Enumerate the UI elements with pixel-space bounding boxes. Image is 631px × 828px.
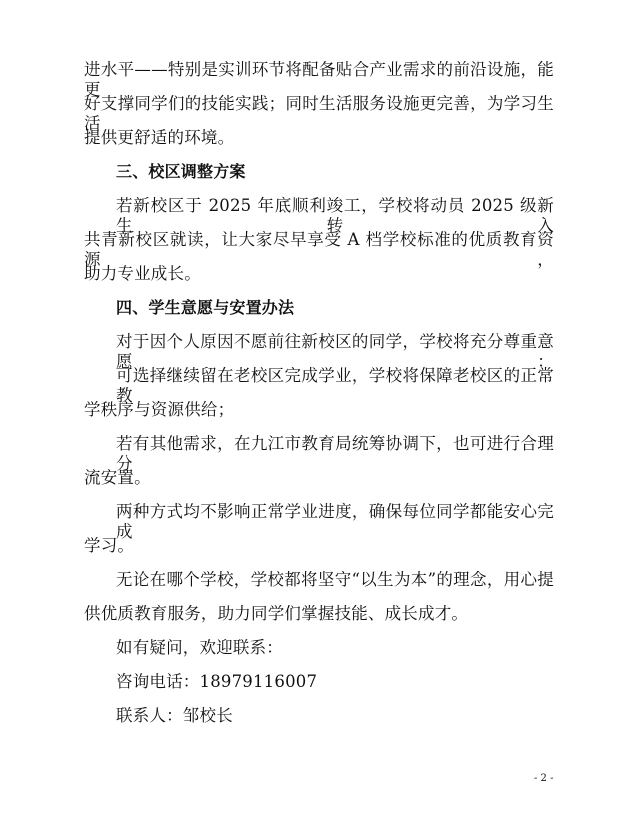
paragraph-line: 好支撑同学们的技能实践；同时生活服务设施更完善，为学习生活	[84, 94, 554, 133]
section-heading: 三、校区调整方案	[116, 162, 246, 181]
paragraph-line: 共青新校区就读，让大家尽早享受 A 档学校标准的优质教育资源，	[84, 230, 554, 269]
paragraph-line: 对于因个人原因不愿前往新校区的同学，学校将充分尊重意愿：	[116, 332, 554, 371]
paragraph-line: 助力专业成长。	[84, 264, 201, 283]
paragraph-line: 若新校区于 2025 年底顺利竣工，学校将动员 2025 级新生转入	[116, 196, 554, 235]
paragraph-line: 供优质教育服务，助力同学们掌握技能、成长成才。	[84, 604, 469, 623]
paragraph-line: 两种方式均不影响正常学业进度，确保每位同学都能安心完成	[116, 502, 554, 541]
paragraph-line: 流安置。	[84, 468, 151, 487]
contact-person: 联系人：邹校长	[116, 706, 233, 725]
contact-prompt: 如有疑问，欢迎联系：	[116, 638, 283, 657]
paragraph-line: 提供更舒适的环境。	[84, 128, 235, 147]
section-heading: 四、学生意愿与安置办法	[116, 298, 295, 317]
paragraph-line: 学习。	[84, 536, 135, 555]
page-number: - 2 -	[534, 773, 554, 784]
contact-phone: 咨询电话：18979116007	[116, 672, 318, 691]
paragraph-line: 无论在哪个学校，学校都将坚守“以生为本”的理念，用心提	[116, 570, 554, 589]
paragraph-line: 学秩序与资源供给；	[84, 400, 235, 419]
paragraph-line: 进水平——特别是实训环节将配备贴合产业需求的前沿设施，能更	[84, 60, 554, 99]
paragraph-line: 可选择继续留在老校区完成学业，学校将保障老校区的正常教	[116, 366, 554, 405]
paragraph-line: 若有其他需求，在九江市教育局统筹协调下，也可进行合理分	[116, 434, 554, 473]
